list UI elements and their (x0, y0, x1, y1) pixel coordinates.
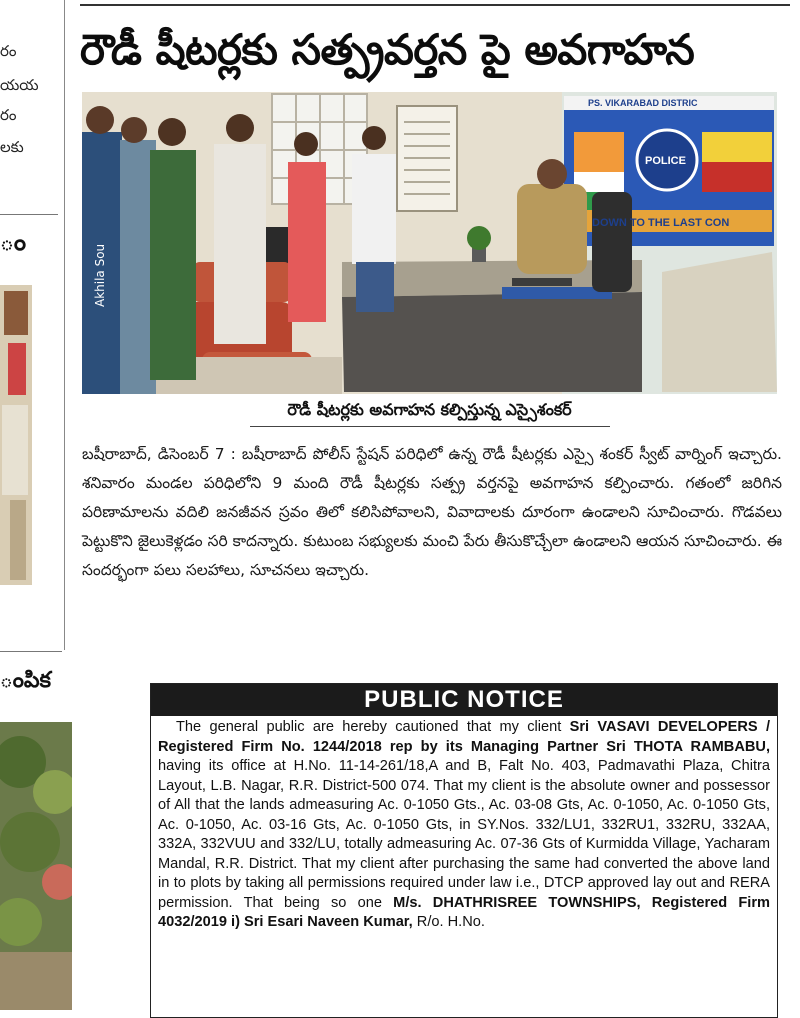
notice-body (151, 716, 777, 933)
column-divider (64, 0, 65, 650)
left-heading-fragment: ం (0, 228, 27, 256)
lower-left-photo (0, 722, 72, 1010)
left-divider (0, 214, 58, 215)
banner-slogan-text: DOWN TO THE LAST CON (592, 217, 730, 229)
public-notice (150, 683, 778, 1018)
left-text-fragment: యయ (0, 76, 39, 94)
left-photo-fragment (0, 285, 32, 585)
notice-text: having its office at H.No. 11-14-261/18,A and B, Falt No. 403, Padmavathi Plaza, Chitra Layout, L.B. Nagar, R.R. District-500 074. That my client is the absolute owner and possessor of All that the lands admeasuring Ac. 0-1050 Gts., Ac. 03-08 Gts, Ac. 0-1050, Ac. 0-1050 Gts, Ac. 0-1050, Ac. 03-16 Gts, Ac. 0-1050 Gts, in SY.Nos. 332/LU1, 332RU1, 332RU, 332AA, 332A, 332VUU and 332/LU, totally admeasuring Ac. 07-36 Gts of Kurmidda Village, Yacharam Mandal, R.R. District. That my client after purchasing the same had converted the above land in to plots by taking all permissions required under law i.e., DTCP approved lay out and RERA permission. That being so one (158, 758, 770, 911)
notice-title: PUBLIC NOTICE (151, 684, 777, 716)
banner-district-text: PS. VIKARABAD DISTRIC (588, 98, 698, 108)
notice-text: R/o. H.No. (412, 914, 485, 930)
caption-underline (250, 426, 610, 427)
banner-police-text: POLICE (645, 155, 686, 167)
headline: రౌడీ షీటర్లకు సత్ప్రవర్తన పై అవగాహన (80, 25, 695, 74)
left-text-fragment: రం (0, 106, 17, 124)
photo-caption: రౌడీ షీటర్లకు అవగాహన కల్పిస్తున్న ఎస్సైశంకర్ (287, 400, 572, 419)
left-text-fragment: రం (0, 42, 17, 60)
left-heading-fragment: ంపిక (0, 668, 51, 693)
notice-client-name: Sri VASAVI DEVELOPERS / Registered Firm No. 1244/2018 rep by its Managing Partner Sri THOTA RAMBABU, (158, 719, 770, 755)
news-photo (82, 92, 777, 394)
notice-text: The general public are hereby cautioned that my client (176, 719, 570, 735)
notice-party-name: M/s. DHATHRISREE TOWNSHIPS, Registered Firm 4032/2019 i) Sri Esari Naveen Kumar, (158, 894, 771, 930)
top-rule (80, 4, 790, 6)
article-body: బషీరాబాద్, డిసెంబర్ 7 : బషీరాబాద్ పోలీస్ స్టేషన్ పరిధిలో ఉన్న రౌడీ షీటర్లకు ఎస్సై శంకర్ స్వీట్ వార్నింగ్ ఇచ్చారు. శనివారం మండల పరిధిలోని 9 మంది రౌడీ షీటర్లకు సత్ప్ర వర్తనపై అవగాహన కల్పించారు. గతంలో జరిగిన పరిణామాలను వదిలి జనజీవన స్రవం తిలో కలిసిపోవాలని, వివాదాలకు దూరంగా ఉండాలని సూచించారు. గొడవలు పెట్టుకొని జైలుకెళ్లడం సరి కాదన్నారు. కుటుంబ సభ్యులకు మంచి పేరు తీసుకొచ్చేలా ఉండాలని ఆయన సూచించారు. ఈ సందర్భంగా పలు సలహాలు, సూచనలు ఇచ్చారు. (82, 445, 782, 579)
left-text-fragment: లకు (0, 138, 24, 156)
photo-watermark: Akhila Sou (93, 243, 107, 307)
left-divider (0, 651, 62, 652)
